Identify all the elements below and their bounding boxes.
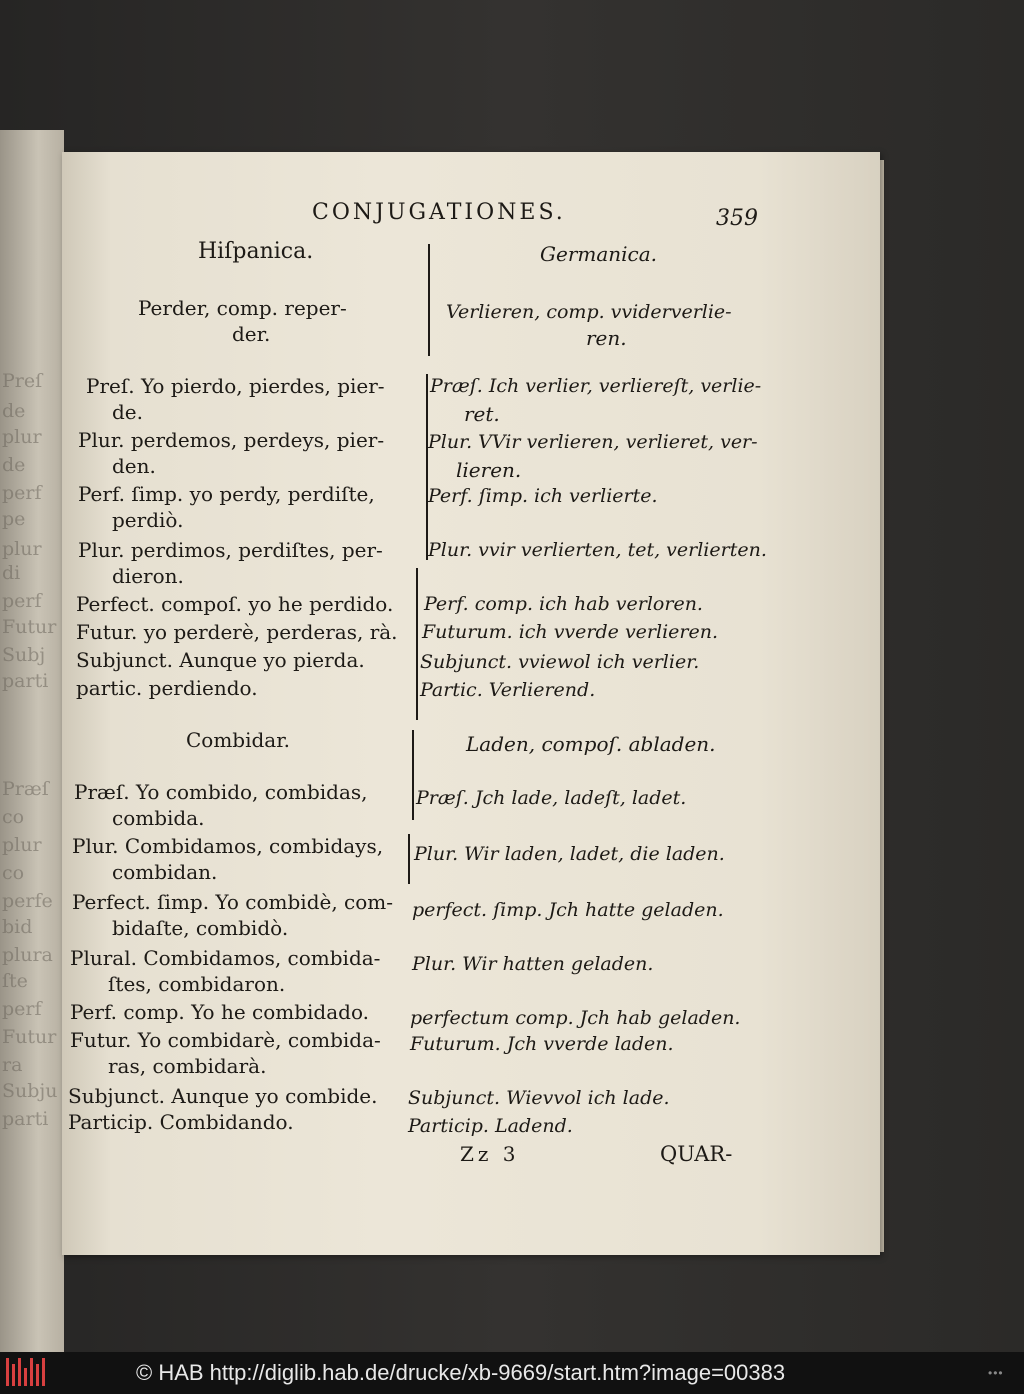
right-line: Particip. Ladend. (408, 1115, 573, 1137)
ghost-text: co (2, 806, 25, 828)
right-line: Plur. Wir laden, ladet, die laden. (414, 843, 725, 865)
right-line: perfectum comp. Jch hab geladen. (410, 1007, 741, 1029)
column-divider (416, 568, 418, 720)
left-line: den. (112, 454, 156, 478)
ghost-text: perf (2, 482, 42, 504)
left-line: Preſ. Yo pierdo, pierdes, pier- (86, 374, 385, 398)
running-header: CONJUGATIONES. (312, 200, 566, 225)
right-line: Præſ. Ich verlier, verliereſt, verlie- (430, 375, 762, 397)
right-line: ren. (586, 326, 627, 350)
ghost-text: de (2, 400, 26, 422)
ghost-text: pe (2, 508, 26, 530)
left-line: Perf. comp. Yo he combidado. (70, 1000, 370, 1024)
right-line: Futurum. Jch vverde laden. (410, 1033, 674, 1055)
left-line: Combidar. (186, 728, 290, 752)
ghost-text: perf (2, 590, 42, 612)
catchword: QUAR- (660, 1142, 733, 1166)
left-line: combidan. (112, 860, 218, 884)
ghost-text: parti (2, 1108, 49, 1130)
ghost-text: di (2, 562, 21, 584)
left-line: ſtes, combidaron. (108, 972, 286, 996)
left-line: Plural. Combidamos, combida- (70, 946, 381, 970)
column-divider (408, 834, 410, 884)
column-divider (412, 730, 414, 820)
ghost-text: plura (2, 944, 53, 966)
left-line: Perfect. ſimp. Yo combidè, com- (72, 890, 394, 914)
right-line: Præſ. Jch lade, ladeſt, ladet. (416, 787, 687, 809)
left-line: Futur. Yo combidarè, combida- (70, 1028, 381, 1052)
column-divider (428, 244, 430, 356)
right-line: Subjunct. Wievvol ich lade. (408, 1087, 670, 1109)
left-line: Plur. Combidamos, combidays, (72, 834, 384, 858)
left-line: Perfect. compoſ. yo he perdido. (76, 592, 394, 616)
right-line: Plur. VVir verlieren, verlieret, ver- (428, 431, 758, 453)
ghost-text: Futur (2, 1026, 57, 1048)
right-line: lieren. (456, 458, 522, 482)
left-line: Subjunct. Aunque yo pierda. (76, 648, 365, 672)
left-line: Plur. perdimos, perdiſtes, per- (78, 538, 383, 562)
hab-logo-icon (6, 1358, 46, 1388)
right-line: Laden, compoſ. abladen. (466, 732, 716, 756)
left-line: Præſ. Yo combido, combidas, (74, 780, 368, 804)
left-line: Subjunct. Aunque yo combide. (68, 1084, 378, 1108)
left-line: partic. perdiendo. (76, 676, 258, 700)
right-line: Verlieren, comp. vviderverlie- (446, 301, 732, 323)
ghost-text: ra (2, 1054, 23, 1076)
left-line: Particip. Combidando. (68, 1110, 294, 1134)
ghost-text: Subju (2, 1080, 58, 1102)
ghost-text: Subj (2, 644, 46, 666)
ghost-text: perfe (2, 890, 53, 912)
right-line: Plur. vvir verlierten, tet, verlierten. (428, 539, 767, 561)
left-column-title: Hiſpanica. (198, 239, 314, 264)
right-column-title: Germanica. (540, 242, 658, 266)
left-line: der. (232, 322, 271, 346)
ghost-text: perf (2, 998, 42, 1020)
right-line: Perf. comp. ich hab verloren. (424, 593, 703, 615)
left-line: ras, combidarà. (108, 1054, 267, 1078)
left-line: combida. (112, 806, 205, 830)
ghost-text: Preſ (2, 370, 43, 392)
right-line: Subjunct. vviewol ich verlier. (420, 651, 700, 673)
ghost-text: Futur (2, 616, 57, 638)
left-line: bidaſte, combidò. (112, 916, 289, 940)
right-line: Partic. Verlierend. (420, 679, 596, 701)
right-line: Plur. Wir hatten geladen. (412, 953, 654, 975)
left-line: perdiò. (112, 508, 184, 532)
right-line: Perf. ſimp. ich verlierte. (428, 485, 658, 507)
right-line: perfect. ſimp. Jch hatte geladen. (412, 899, 724, 921)
right-line: Futurum. ich vverde verlieren. (422, 621, 719, 643)
ghost-text: Præſ (2, 778, 49, 800)
ghost-text: plur (2, 426, 42, 448)
column-divider (426, 374, 428, 560)
left-line: dieron. (112, 564, 184, 588)
left-line: Perder, comp. reper- (138, 296, 347, 320)
previous-page-edge (0, 130, 64, 1355)
ghost-text: de (2, 454, 26, 476)
left-line: de. (112, 400, 143, 424)
more-icon[interactable]: ••• (988, 1366, 1004, 1380)
ghost-text: plur (2, 538, 42, 560)
ghost-text: parti (2, 670, 49, 692)
right-line: ret. (464, 402, 500, 426)
ghost-text: co (2, 862, 25, 884)
ghost-text: plur (2, 834, 42, 856)
page-number: 359 (716, 206, 758, 231)
ghost-text: ſte (2, 970, 28, 992)
left-line: Perf. ſimp. yo perdy, perdiſte, (78, 482, 375, 506)
signature-mark: Zz 3 (460, 1142, 520, 1166)
left-line: Plur. perdemos, perdeys, pier- (78, 428, 385, 452)
left-line: Futur. yo perderè, perderas, rà. (76, 620, 398, 644)
ghost-text: bid (2, 916, 33, 938)
copyright-url[interactable]: © HAB http://diglib.hab.de/drucke/xb-9669/start.htm?image=00383 (136, 1360, 786, 1385)
